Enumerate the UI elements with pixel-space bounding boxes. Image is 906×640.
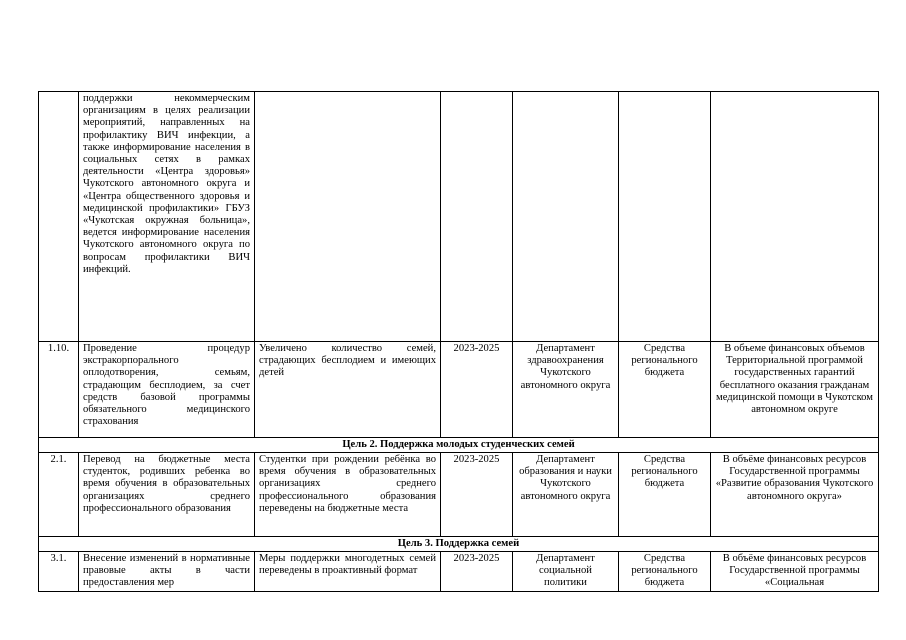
cell-result: Меры поддержки многодетных семей переведены в проактивный формат (255, 552, 441, 592)
measures-table (38, 91, 879, 592)
cell-measure: поддержки некоммерческим организациям в целях реализации мероприятий, направленных на профилактику ВИЧ инфекции, а также информирование населения в социальных сетях в рамках деятельности «Центра здоровья» Чукотского автономного округа и «Центра общественного здоровья и медицинской профилактики» ГБУЗ «Чукотская окружная больница», ведется информирование населения Чукотского автономного округа по вопросам профилактики ВИЧ инфекций. (79, 92, 255, 342)
cell-period (441, 92, 513, 342)
cell-period: 2023-2025 (441, 453, 513, 537)
cell-num: 3.1. (39, 552, 79, 592)
cell-period: 2023-2025 (441, 342, 513, 438)
cell-source: Средства регионального бюджета (619, 342, 711, 438)
cell-result: Студентки при рождении ребёнка во время обучения в образовательных организациях среднего профессионального образования переведены на бюджетные места (255, 453, 441, 537)
cell-measure: Внесение изменений в нормативные правовые акты в части предоставления мер (79, 552, 255, 592)
cell-source: Средства регионального бюджета (619, 453, 711, 537)
table-row-1-10 (39, 342, 879, 438)
table-row-2-1 (39, 453, 879, 537)
goal-3-heading: Цель 3. Поддержка семей (39, 537, 879, 552)
cell-executor: Департамент здравоохранения Чукотского автономного округа (513, 342, 619, 438)
cell-executor: Департамент образования и науки Чукотского автономного округа (513, 453, 619, 537)
cell-amount: В объёме финансовых ресурсов Государственной программы «Социальная (711, 552, 879, 592)
table-row-3-1 (39, 552, 879, 592)
cell-measure: Перевод на бюджетные места студенток, родивших ребенка во время обучения в образовательных организациях среднего профессионального образования (79, 453, 255, 537)
cell-amount (711, 92, 879, 342)
cell-amount: В объёме финансовых ресурсов Государственной программы «Развитие образования Чукотского автономного округа» (711, 453, 879, 537)
cell-num: 2.1. (39, 453, 79, 537)
cell-source (619, 92, 711, 342)
goal-2-row (39, 438, 879, 453)
cell-result (255, 92, 441, 342)
goal-2-heading: Цель 2. Поддержка молодых студенческих семей (39, 438, 879, 453)
goal-3-row (39, 537, 879, 552)
cell-amount: В объеме финансовых объемов Территориальной программой государственных гарантий бесплатного оказания гражданам медицинской помощи в Чукотском автономном округе (711, 342, 879, 438)
cell-period: 2023-2025 (441, 552, 513, 592)
table-row-continued (39, 92, 879, 342)
cell-executor: Департамент социальной политики (513, 552, 619, 592)
cell-executor (513, 92, 619, 342)
cell-source: Средства регионального бюджета (619, 552, 711, 592)
cell-result: Увеличено количество семей, страдающих бесплодием и имеющих детей (255, 342, 441, 438)
cell-num (39, 92, 79, 342)
cell-measure: Проведение процедур экстракорпорального оплодотворения, семьям, страдающим бесплодием, за счет средств базовой программы обязательного медицинского страхования (79, 342, 255, 438)
cell-num: 1.10. (39, 342, 79, 438)
